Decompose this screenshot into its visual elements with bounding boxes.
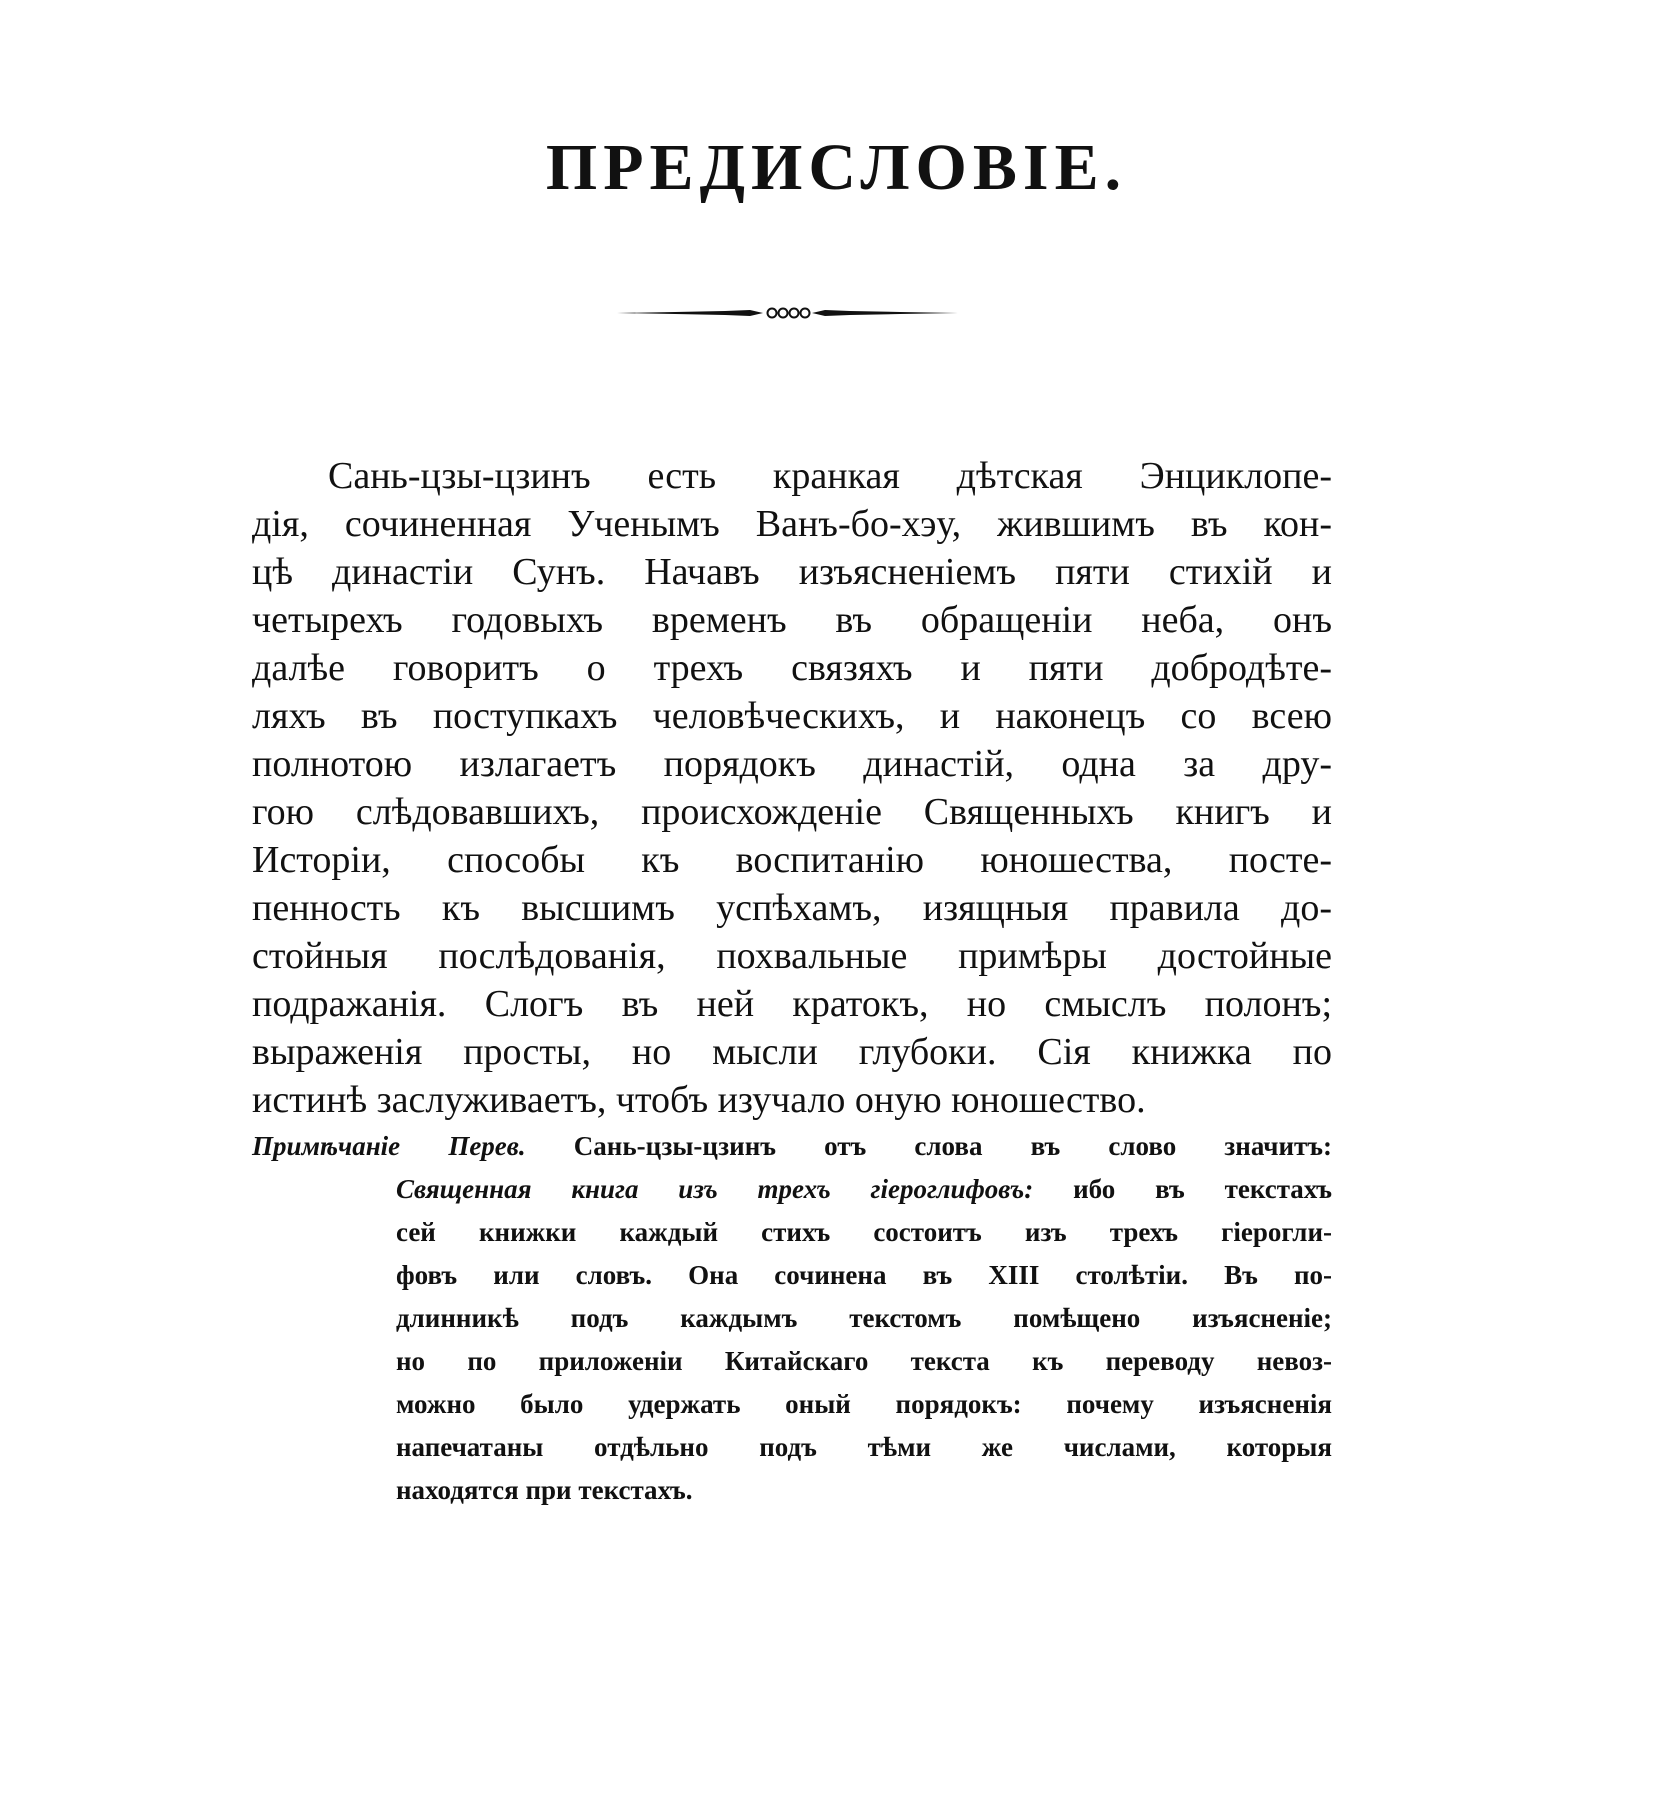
ornament-divider xyxy=(615,301,960,325)
note-line: находятся при текстахъ. xyxy=(396,1475,693,1505)
text-line: Сань-цзы-цзинъ есть кранкая дѣтская Энциклопе- xyxy=(328,455,1332,497)
text-line: гою слѣдовавшихъ, происхожденіе Священныхъ книгъ и xyxy=(252,791,1332,833)
page-title: ПРЕДИСЛОВІЕ. xyxy=(545,131,1128,204)
note-text: Сань-цзы-цзинъ отъ слова въ слово значитъ: xyxy=(573,1131,1333,1161)
note-line: напечатаны отдѣльно подъ тѣми же числами, которыя xyxy=(396,1432,1332,1462)
note-title-italic: Священная книга изъ трехъ гіероглифовъ: xyxy=(396,1174,1034,1204)
text-line: ляхъ въ поступкахъ человѣческихъ, и наконецъ со всею xyxy=(252,695,1332,737)
text-line: четырехъ годовыхъ временъ въ обращеніи неба, онъ xyxy=(252,599,1332,641)
text-line: Исторіи, способы къ воспитанію юношества, посте- xyxy=(252,839,1332,881)
note-line: можно было удержать оный порядокъ: почему изъясненія xyxy=(396,1389,1332,1419)
text-line: стойныя послѣдованія, похвальные примѣры достойные xyxy=(252,935,1332,977)
note-line: но по приложеніи Китайскаго текста къ переводу невоз- xyxy=(396,1346,1332,1376)
note-body xyxy=(396,1168,1332,1512)
text-line: полнотою излагаетъ порядокъ династій, одна за дру- xyxy=(252,743,1332,785)
text-line: далѣе говоритъ о трехъ связяхъ и пяти добродѣте- xyxy=(252,647,1332,689)
text-line: цѣ династіи Сунъ. Начавъ изъясненіемъ пяти стихій и xyxy=(252,551,1332,593)
text-line: пенность къ высшимъ успѣхамъ, изящныя правила до- xyxy=(252,887,1332,929)
note-line xyxy=(396,1168,1332,1211)
preface-paragraph xyxy=(252,452,1332,1124)
text-line: дія, сочиненная Ученымъ Ванъ-бо-хэу, жившимъ въ кон- xyxy=(252,503,1332,545)
translator-note xyxy=(252,1125,1332,1512)
text-line: истинѣ заслуживаетъ, чтобъ изучало оную юношество. xyxy=(252,1079,1146,1121)
note-text: ибо въ текстахъ xyxy=(1073,1174,1333,1204)
note-line: длинникѣ подъ каждымъ текстомъ помѣщено изъясненіе; xyxy=(396,1303,1332,1333)
note-first-line xyxy=(252,1125,1332,1168)
note-line: сей книжки каждый стихъ состоитъ изъ трехъ гіерогли- xyxy=(396,1217,1332,1247)
note-label: Примѣчаніе Перев. xyxy=(252,1131,526,1161)
note-line: фовъ или словъ. Она сочинена въ XIII столѣтіи. Въ по- xyxy=(396,1260,1332,1290)
text-line: выраженія просты, но мысли глубоки. Сія книжка по xyxy=(252,1031,1332,1073)
text-line: подражанія. Слогъ въ ней кратокъ, но смыслъ полонъ; xyxy=(252,983,1332,1025)
